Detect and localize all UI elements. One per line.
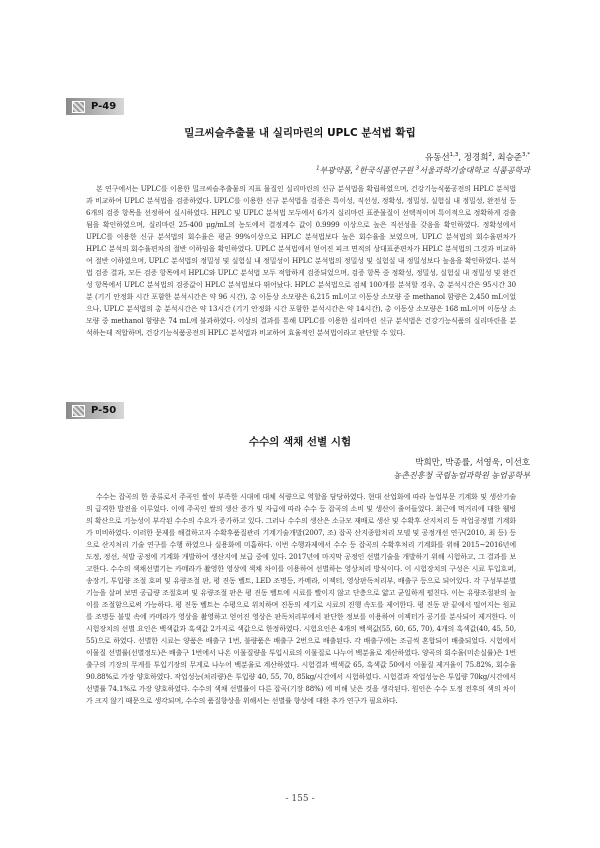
abstract-authors: 유동선$^{1,3}$, 정경희$^2$, 최승준$^{3,*}$: [425, 152, 530, 163]
tag-square-icon: [72, 101, 85, 113]
abstract-authors: 박희만, 박종률, 서영욱, 이선호: [415, 458, 530, 468]
poster-code-tag: [66, 402, 124, 419]
abstract-title: 수수의 색채 선별 시험: [248, 436, 352, 448]
poster-code: P-50: [91, 405, 117, 416]
poster-code-tag: [66, 98, 124, 115]
poster-code: P-49: [91, 101, 117, 112]
abstract-affiliation: $^1$부광약품, $^2$한국식품연구원 $^3$서울과학기술대학교 식품공학과: [316, 165, 530, 175]
abstract-body: 본 연구에서는 UPLC를 이용한 밀크씨슬추출물의 지표 물질인 실리마린의 신규 분석법을 확립하였으며, 건강기능식품공전의 HPLC 분석법과 비교하여 UPLC 분석법을 검증하였다. UPLC를 이용한 신규 분석법을 검증은 특이성, 직선성, 정확성, 정밀성, 실험실 내 정밀성, 완전성 등 6개의 검증 항목을 선정하여 실시하였다. HPLC 및 UPLC 분석법 모두에서 6가지 실리마린 표준물질이 선택적이며 특이적으로 정확하게 검출됨을 확인하였으며, 실리마린 25-400 μg/mL의 농도에서 결정계수 값이 0.9999 이상으로 높은 직선성을 갖음을 확인하였다. 정확성에서 UPLC를 이용한 신규 분석법의 회수율은 평균 99%이상으로 HPLC 분석법보다 높은 회수율을 보였으며, UPLC 분석법의 회수율편차가 HPLC 분석의 회수율편차의 절반 이하임을 확인하였다. UPLC 분석법에서 얻어진 피크 면적의 상대표준편차가 HPLC 분석법의 그것과 비교하여 절반 이하였으며, UPLC 분석법의 정밀성 및 실험실 내 정밀성이 HPLC 분석법의 정밀성 및 실험실 내 정밀성보다 높음을 확인하였다. 분석법 검증 결과, 모든 검증 항목에서 HPLC와 UPLC 분석법 모두 적합하게 검증되었으며, 검증 항목 중 정확성, 정밀성, 실험실 내 정밀성 및 완건성 항목에서 UPLC 분석법의 검증값이 HPLC 분석법보다 뛰어났다. HPLC 분석법으로 검체 100개를 분석할 경우, 총 분석시간은 95시간 30분 (기기 안정화 시간 포함한 분석시간은 약 96 시간), 총 이동상 소모량은 6,215 mL이고 이동상 소모량 중 methanol 함량은 2,450 mL이었으나, UPLC 분석법의 총 분석시간은 약 13시간 (기기 안정화 시간 포함한 분석시간은 약 14시간), 총 이동상 소모량은 168 mL이며 이동상 소모량 중 methanol 함량은 74 mL에 불과하였다. 이상의 결과를 통해 UPLC를 이용한 실리마린 신규 분석법은 건강기능식품의 실리마린을 분석하는데 적합하며, 건강기능식품공전의 HPLC 분석법과 비교하여 효율적인 분석법이라고 판단할 수 있다.: [86, 185, 516, 337]
page-number: - 155 -: [285, 794, 315, 804]
tag-square-icon: [72, 405, 85, 417]
abstract-body: 수수는 잡곡의 한 종류로서 주곡인 쌀이 부족한 시대에 대체 식량으로 역할을 담당하였다. 현대 산업화에 따라 농업부문 기계화 및 생산기술의 급격한 발전을 이루었다. 이에 주곡인 쌀의 생산 증가 및 자급에 따라 수수 등 잡곡의 소비 및 생산이 줄어들었다. 최근에 먹거리에 대한 웰빙의 확산으로 기능성이 부각된 수수의 수요가 증가하고 있다. 그러나 수수의 생산은 소규모 재배로 생산 및 수확후 산지처리 등 작업공정별 기계화가 미비하였다. 이러한 문제를 해결하고자 수확후품질관리 기계기술개발(2007, 조) 잡곡 산지종합처리 모델 및 공정개선 연구(2010, 최 등) 등으로 산지처리 기술 연구를 수행 하였으나 실용화에 미흡하다. 이번 수행과제에서 수수 등 잡곡의 수확후처리 기계화를 위해 2015~2016년에 도정, 정선, 석발 공정에 기계화 개발하여 생산지에 보급 중에 있다. 2017년에 마지막 공정인 선별기술을 개발하기 위해 시험하고, 그 결과를 보고한다. 수수의 색채선별기는 카메라가 촬영한 영상에 색채 차이를 이용하여 선별하는 영상처리 방식이다. 이 시험장치의 구성은 시료 투입호퍼, 송장기, 투입량 조절 호퍼 및 유량조절 판, 평 진동 벨트, LED 조명등, 카메라, 이젝터, 영상판독처리부, 배출구 등으로 되어있다. 각 구성부분별 기능을 살펴 보면 공급량 조절호퍼 및 유량조절 판은 평 진동 벨트에 시료를 빨이지 않고 단층으로 얇고 균일하게 펼친다. 이는 유량조절판의 높이를 조절함으로써 가능하다. 평 진동 벨트는 수평으로 위치하며 진동의 세기로 시료의 진행 속도를 제어한다. 평 진동 판 끝에서 떨어지는 원료를 조명등 불빛 속에 카메라가 영상을 촬영하고 얻어진 영상은 판독처리부에서 판단한 정보를 이용하여 이젝터가 공기를 분사되어 제거한다. 이 시험장치의 선별 요인은 백색값과 흑색값 2가지로 색값으로 한정하였다. 시험요인은 4개의 백색값(55, 60, 65, 70), 4개의 흑색값(40, 45, 50, 55)으로 하였다. 선별한 시료는 양품은 배출구 1번, 불량품은 배출구 2번으로 배출된다. 각 배출구에는 조금씩 혼합되어 배출되었다. 시험에서 이물질 선별률(선별정도)은 배출구 1번에서 나온 이물질량을 투입시료의 이물질로 나누어 백분율로 계산하였다. 양곡의 회수율(미손실률)은 1번 출구의 기장의 무게를 투입기장의 무게로 나누어 백분율로 계산하였다. 시험결과 백색값 65, 흑색값 50에서 이물질 제거율이 75.82%, 회수율 90.88%로 가장 양호하였다. 작업성능(처리량)은 투입량 40, 55, 70, 85kg/시간에서 시험하였다. 시험결과 작업성능은 투입량 70kg/시간에서 선별률 74.1%로 가장 양호하였다. 수수의 색채 선별률이 다른 잡곡(기장 88%) 에 비해 낮은 것을 생각된다. 원인은 수수 도정 전후의 색의 차이가 크지 않기 때문으로 생각되며, 수수의 품질향상을 위해서는 선별률 향상에 대한 추가 연구가 필요하다.: [86, 493, 516, 705]
abstract-affiliation: 농촌진흥청 국립농업과학원 농업공학부: [393, 471, 530, 480]
abstract-title: 밀크씨슬추출물 내 실리마린의 UPLC 분석법 확립: [184, 127, 416, 139]
